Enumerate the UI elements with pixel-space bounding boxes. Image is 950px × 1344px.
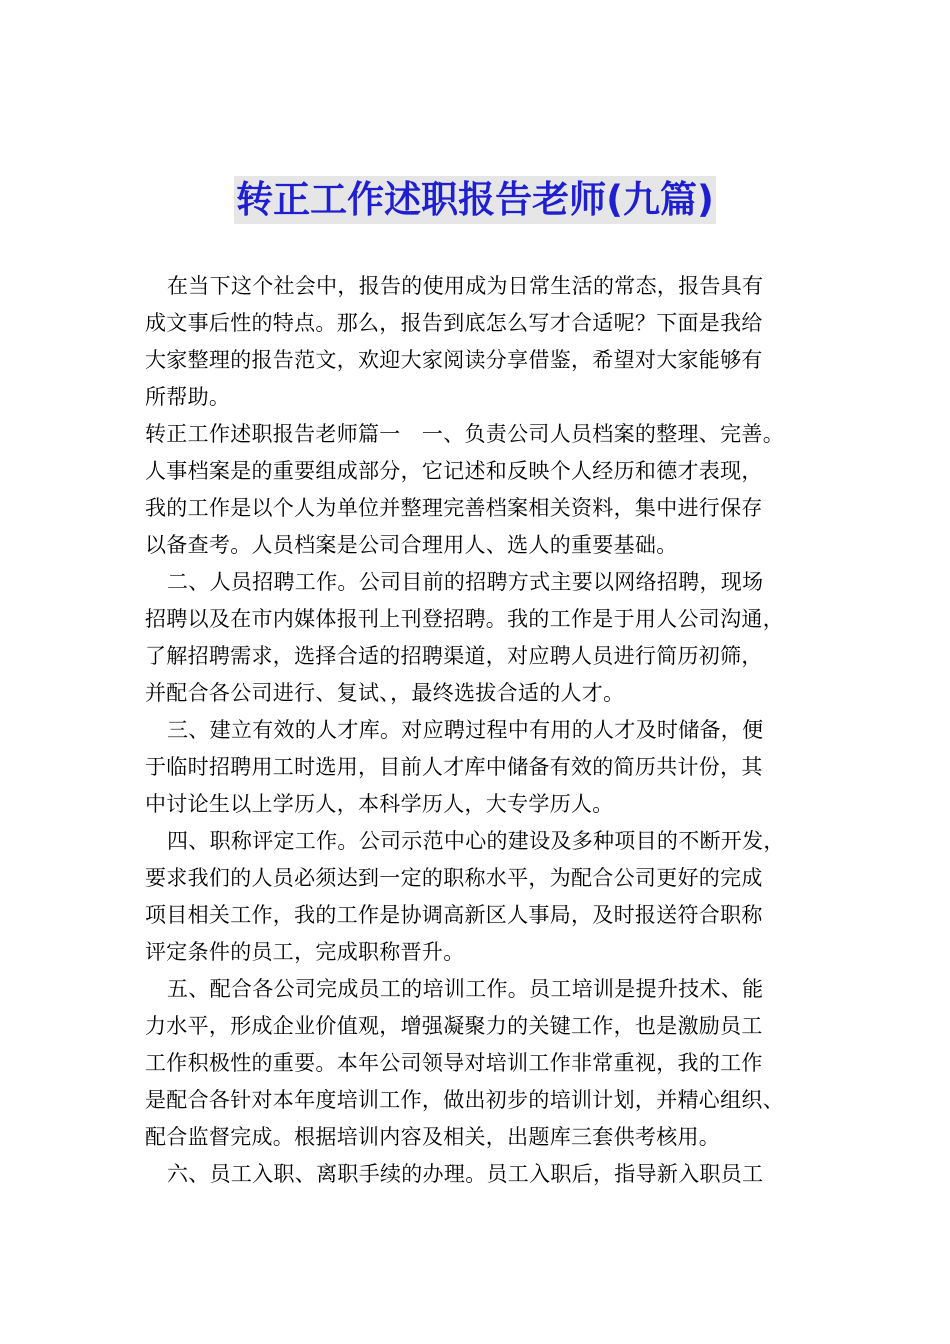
title-wrap bbox=[0, 176, 950, 224]
body-line: 力水平，形成企业价值观，增强凝聚力的关键工作，也是激励员工 bbox=[145, 1014, 763, 1038]
body-line: 了解招聘需求，选择合适的招聘渠道，对应聘人员进行简历初筛， bbox=[145, 644, 763, 668]
body-line: 配合监督完成。根据培训内容及相关，出题库三套供考核用。 bbox=[145, 1125, 721, 1149]
body-line: 我的工作是以个人为单位并整理完善档案相关资料，集中进行保存 bbox=[145, 496, 763, 520]
body-line: 于临时招聘用工时选用，目前人才库中储备有效的简历共计份，其 bbox=[145, 755, 763, 779]
document-body bbox=[145, 268, 825, 1193]
body-line: 是配合各针对本年度培训工作，做出初步的培训计划，并精心组织、 bbox=[145, 1088, 784, 1112]
body-line: 成文事后性的特点。那么，报告到底怎么写才合适呢？下面是我给 bbox=[145, 311, 763, 335]
body-line: 并配合各公司进行、复试、，最终选拔合适的人才。 bbox=[145, 681, 625, 705]
body-line: 所帮助。 bbox=[145, 385, 231, 409]
body-line: 评定条件的员工，完成职称晋升。 bbox=[145, 940, 465, 964]
body-line: 工作积极性的重要。本年公司领导对培训工作非常重视，我的工作 bbox=[145, 1051, 763, 1075]
body-line: 五、配合各公司完成员工的培训工作。员工培训是提升技术、能 bbox=[167, 977, 764, 1001]
document-title: 转正工作述职报告老师(九篇) bbox=[234, 176, 716, 224]
body-line: 要求我们的人员必须达到一定的职称水平，为配合公司更好的完成 bbox=[145, 866, 763, 890]
body-line: 中讨论生以上学历人，本科学历人，大专学历人。 bbox=[145, 792, 614, 816]
body-line: 转正工作述职报告老师篇一 一、负责公司人员档案的整理、完善。 bbox=[145, 422, 784, 446]
body-line: 三、建立有效的人才库。对应聘过程中有用的人才及时储备，便 bbox=[167, 718, 764, 742]
body-line: 人事档案是的重要组成部分，它记述和反映个人经历和德才表现， bbox=[145, 459, 763, 483]
body-line: 二、人员招聘工作。公司目前的招聘方式主要以网络招聘，现场 bbox=[167, 570, 764, 594]
body-line: 四、职称评定工作。公司示范中心的建设及多种项目的不断开发， bbox=[167, 829, 785, 853]
body-line: 六、员工入职、离职手续的办理。员工入职后，指导新入职员工 bbox=[167, 1162, 764, 1186]
body-line: 招聘以及在市内媒体报刊上刊登招聘。我的工作是于用人公司沟通， bbox=[145, 607, 784, 631]
body-line: 项目相关工作，我的工作是协调高新区人事局，及时报送符合职称 bbox=[145, 903, 763, 927]
body-line: 在当下这个社会中，报告的使用成为日常生活的常态，报告具有 bbox=[167, 274, 764, 298]
body-line: 以备查考。人员档案是公司合理用人、选人的重要基础。 bbox=[145, 533, 678, 557]
body-line: 大家整理的报告范文，欢迎大家阅读分享借鉴，希望对大家能够有 bbox=[145, 348, 763, 372]
